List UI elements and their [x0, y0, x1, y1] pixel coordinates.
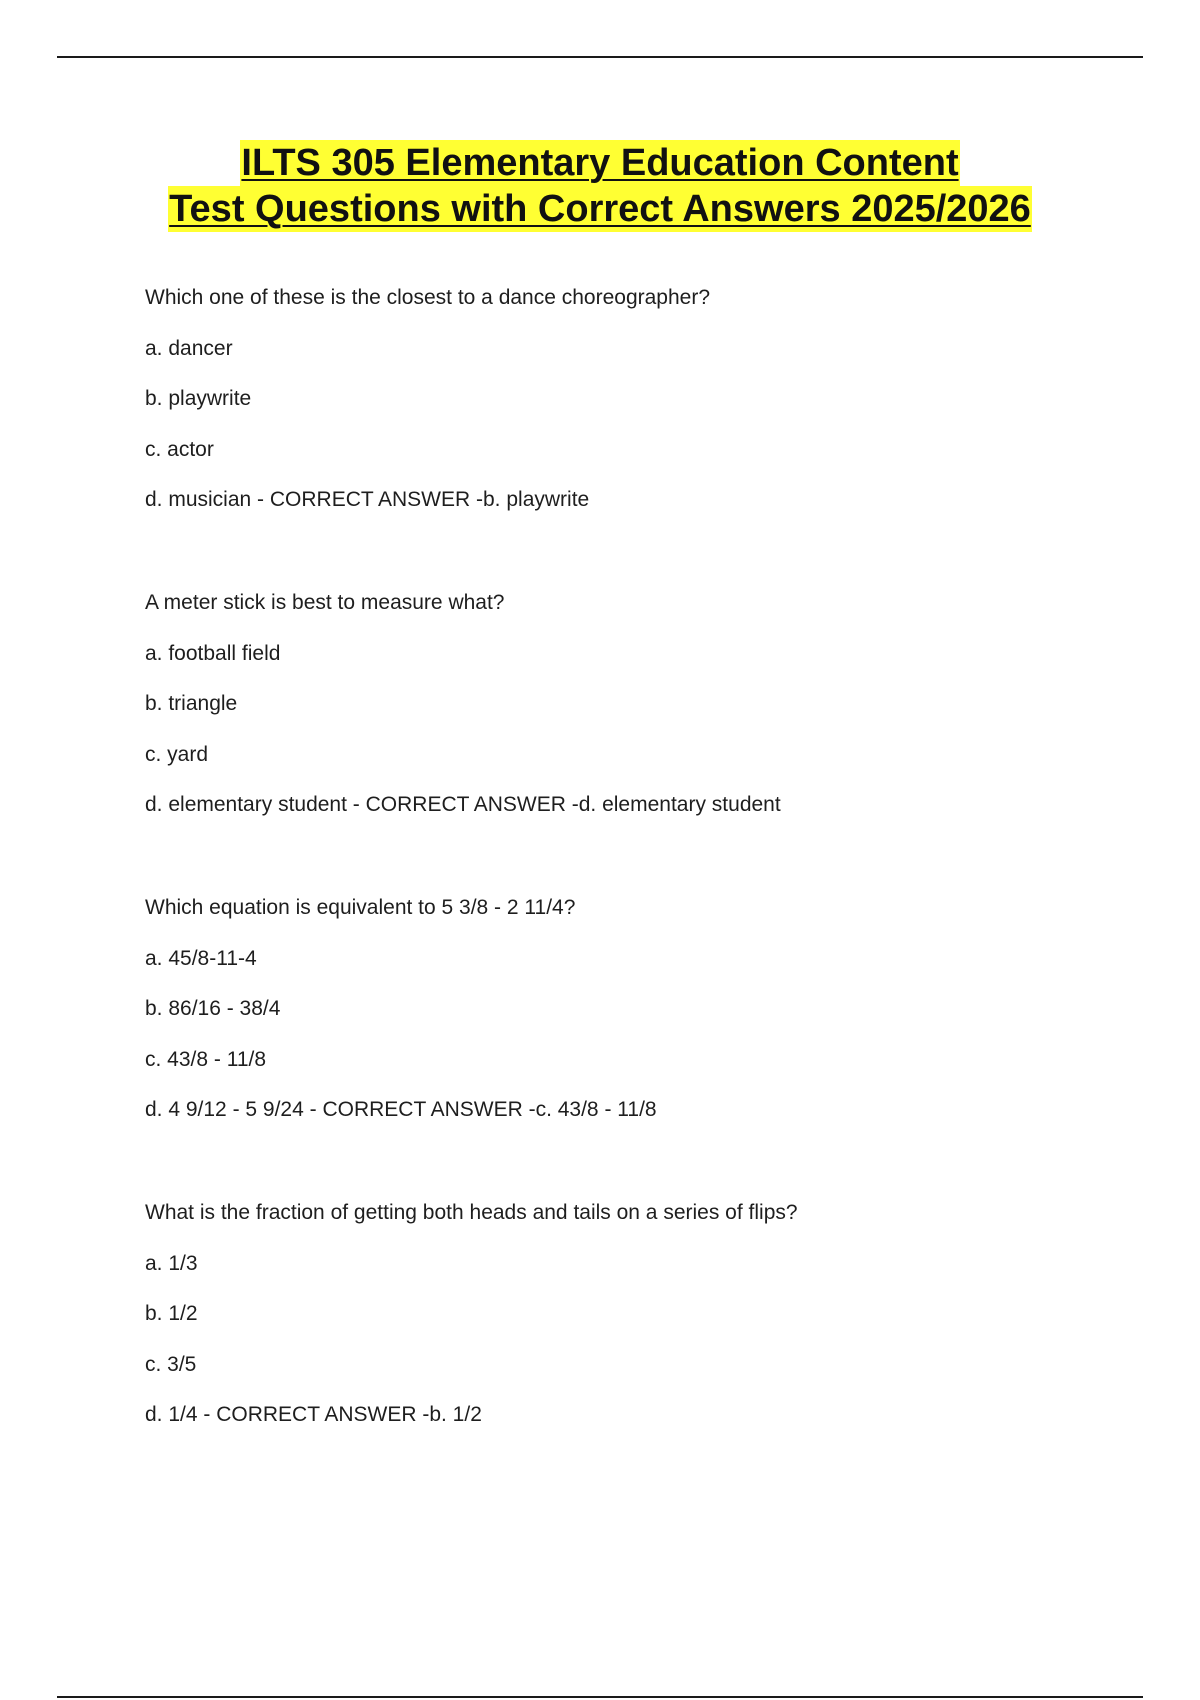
- option-b: b. 1/2: [145, 1302, 198, 1325]
- question-text: Which equation is equivalent to 5 3/8 - 2 11/4?: [145, 896, 576, 919]
- bottom-rule: [57, 1696, 1143, 1698]
- question-block-1: [145, 283, 1125, 536]
- question-text: Which one of these is the closest to a dance choreographer?: [145, 286, 711, 309]
- option-d-with-answer: d. 1/4 - CORRECT ANSWER -b. 1/2: [145, 1403, 482, 1426]
- option-c: c. 43/8 - 11/8: [145, 1047, 267, 1071]
- option-b: b. triangle: [145, 692, 238, 715]
- document-title: [0, 140, 1200, 232]
- option-c: c. actor: [145, 437, 214, 461]
- option-b: b. playwrite: [145, 387, 252, 410]
- question-list: [145, 283, 1125, 1503]
- option-a: a. football field: [145, 641, 281, 665]
- question-text: What is the fraction of getting both heads and tails on a series of flips?: [145, 1201, 798, 1224]
- title-line-2: Test Questions with Correct Answers 2025/2026: [169, 188, 1031, 230]
- option-b: b. 86/16 - 38/4: [145, 997, 281, 1020]
- option-d-with-answer: d. musician - CORRECT ANSWER -b. playwrite: [145, 488, 590, 511]
- option-d-with-answer: d. 4 9/12 - 5 9/24 - CORRECT ANSWER -c. 43/8 - 11/8: [145, 1098, 657, 1121]
- question-block-4: [145, 1198, 1125, 1451]
- option-a: a. dancer: [145, 336, 233, 360]
- top-rule: [57, 56, 1143, 58]
- question-text: A meter stick is best to measure what?: [145, 591, 505, 614]
- question-block-3: [145, 893, 1125, 1146]
- option-a: a. 45/8-11-4: [145, 946, 257, 970]
- title-line-1: ILTS 305 Elementary Education Content: [241, 142, 959, 184]
- question-block-2: [145, 588, 1125, 841]
- option-d-with-answer: d. elementary student - CORRECT ANSWER -d. elementary student: [145, 793, 781, 816]
- option-a: a. 1/3: [145, 1251, 198, 1275]
- option-c: c. yard: [145, 742, 209, 766]
- option-c: c. 3/5: [145, 1352, 197, 1376]
